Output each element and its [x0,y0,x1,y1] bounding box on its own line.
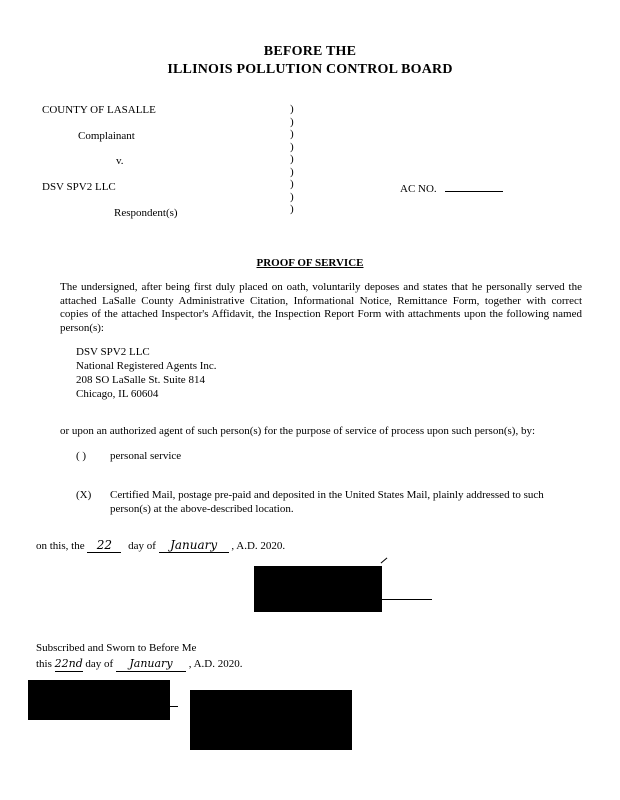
address-line: Chicago, IL 60604 [76,388,159,400]
board-title-line2: ILLINOIS POLLUTION CONTROL BOARD [167,62,453,77]
paren: ) [290,203,294,215]
board-title-line1: BEFORE THE [263,44,357,59]
paren: ) [290,153,294,165]
address-line: DSV SPV2 LLC [76,346,150,358]
paren: ) [290,165,294,178]
notary-signature-line [170,706,178,707]
signature-stroke [381,558,388,564]
option-text-line: Certified Mail, postage pre-paid and deposited in the United States Mail, plainly addressed to such [110,489,544,501]
option-text-personal: personal service [110,450,182,462]
notary-day-of: day of [85,658,114,670]
option-text-certified [110,488,544,516]
notary-date-line [36,657,242,672]
agent-text: or upon an authorized agent of such person(s) for the purpose of service of process upon such person(s), by: [60,425,536,437]
versus-label: v. [116,155,124,167]
paren: ) [290,103,294,115]
paren: ) [290,178,294,190]
ac-number [400,181,503,195]
paren: ) [290,115,294,128]
proof-of-service-heading: PROOF OF SERVICE [256,257,364,269]
notary-suffix: , A.D. 2020. [188,658,243,670]
respondent-role: Respondent(s) [114,207,178,219]
redacted-signature [254,566,382,612]
caption-parens [290,103,294,216]
date-day-of: day of [128,540,156,552]
complainant-name: COUNTY OF LASALLE [42,104,156,116]
paren: ) [290,128,294,140]
proof-paragraph: The undersigned, after being first duly placed on oath, voluntarily deposes and states that he personally served the attached LaSalle County Administrative Citation, Informational Notice, Remittance Form, together with correct copies of the attached Inspector's Affidavit, the Inspection Report Form with attachments upon the following named person(s): [60,281,582,334]
notary-line1: Subscribed and Sworn to Before Me [36,642,197,654]
redacted-notary-seal [190,690,352,750]
paren: ) [290,190,294,203]
handwritten-month: January [159,538,229,553]
notary-handwritten-month: January [116,657,186,672]
ac-number-label: AC NO. [400,183,437,195]
respondent-name: DSV SPV2 LLC [42,181,116,193]
notary-handwritten-day: 22nd [54,657,83,670]
address-line: 208 SO LaSalle St. Suite 814 [76,374,205,386]
date-prefix: on this, the [36,540,85,552]
redacted-notary-signature [28,680,170,720]
complainant-role: Complainant [78,130,135,142]
option-mark-personal: ( ) [76,450,87,462]
signature-line [382,599,432,600]
paren: ) [290,140,294,153]
ac-number-blank [445,181,503,192]
address-line: National Registered Agents Inc. [76,360,217,372]
option-text-line: person(s) at the above-described location. [110,503,294,515]
notary-prefix: this [36,658,52,670]
handwritten-day: 22 [87,538,121,553]
date-line [36,538,285,553]
address-block [76,345,217,401]
date-suffix: , A.D. 2020. [231,540,286,552]
option-mark-certified: (X) [76,489,92,501]
